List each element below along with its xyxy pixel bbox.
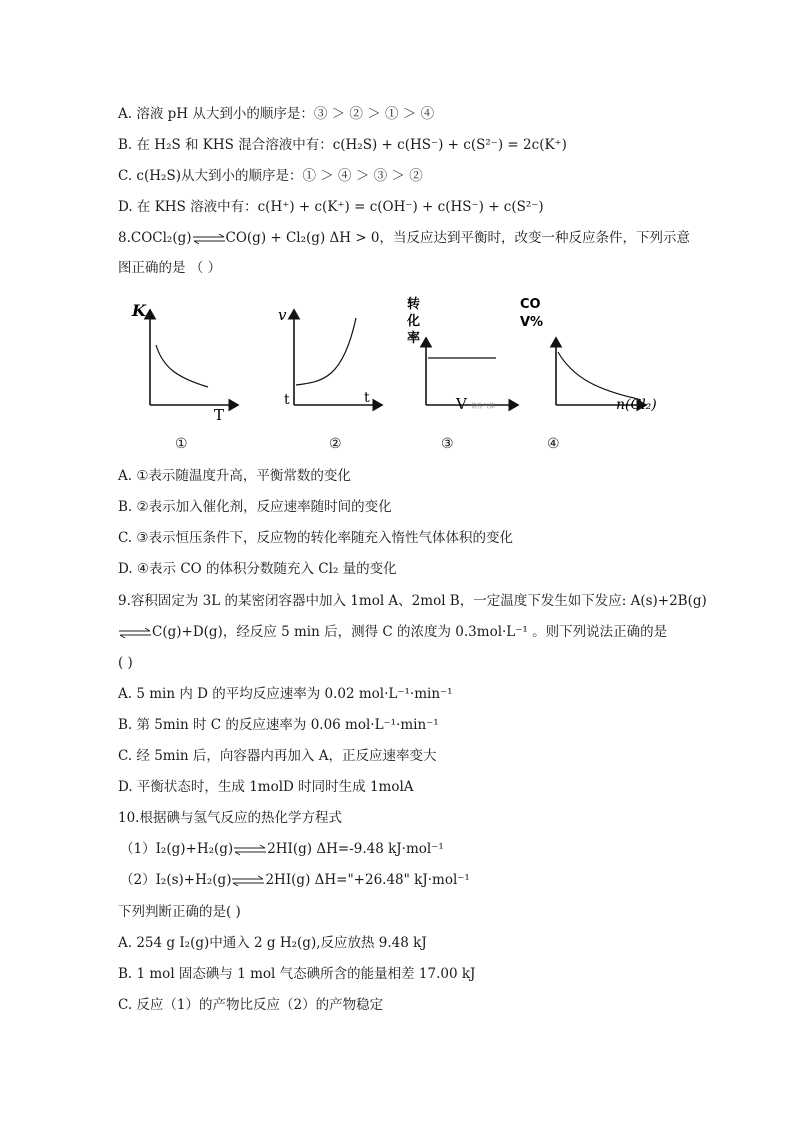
graph-4-x-label: n(Cl₂) [616,397,657,413]
q9-stem-line2 [118,622,667,642]
q9-option-a: A. 5 min 内 D 的平均反应速率为 0.02 mol·L⁻¹·min⁻¹ [118,686,453,702]
graph-3-y-label-2: 化 [407,314,421,329]
graph-3 [406,296,518,413]
q8-option-c: C. ③表示恒压条件下，反应物的转化率随充入惰性气体体积的变化 [118,530,514,546]
q8-option-b: B. ②表示加入催化剂，反应速率随时间的变化 [118,499,392,515]
q8-stem-line2: 图正确的是 （ ） [118,260,222,276]
equilibrium-arrow-icon [192,233,226,245]
graph-3-y-label-1: 转 [407,297,421,312]
graph-4-curve [558,352,638,399]
q8-option-d: D. ④表示 CO 的体积分数随充入 Cl₂ 量的变化 [118,561,397,577]
graph-1-curve [156,345,208,387]
q9-option-c: C. 经 5min 后，向容器内再加入 A，正反应速率变大 [118,748,437,764]
graph-4-y-label-2: V% [520,315,544,330]
graph-3-y-label-3: 率 [407,331,421,346]
graph-4-y-label-1: CO [520,297,541,312]
q7-option-d: D. 在 KHS 溶液中有：c(H⁺) + c(K⁺) = c(OH⁻) + c(HS⁻) + c(S²⁻) [118,199,544,215]
q10-stem: 10.根据碘与氢气反应的热化学方程式 [118,810,342,826]
graph-2-curve [296,318,356,385]
q9-stem-line2-text: C(g)+D(g)，经反应 5 min 后，测得 C 的浓度为 0.3mol·L⁻¹ 。则下列说法正确的是 [152,624,668,640]
q10-eq2-left: （2）I₂(s)+H₂(g) [120,872,232,888]
graph-3-x-note: 惰性气体 [471,403,496,410]
graph-3-x-label: V [456,395,467,413]
q8-stem-part2: CO(g) + Cl₂(g) ΔH > 0，当反应达到平衡时，改变一种反应条件，下列示意 [225,230,691,246]
q7-option-a: A. 溶液 pH 从大到小的顺序是：③ ＞ ② ＞ ① ＞ ④ [118,106,435,122]
q9-option-d: D. 平衡状态时，生成 1molD 时同时生成 1molA [118,779,414,795]
graph-2-y-label: v [278,306,287,324]
q8-stem [118,228,690,248]
q10-eq2-right: 2HI(g) ΔH="+26.48" kJ·mol⁻¹ [265,872,470,888]
graph-1-x-label: T [214,406,225,424]
graph-2-x-label: t [364,390,370,406]
graph-1-y-label: K [132,301,146,320]
q8-option-a: A. ①表示随温度升高，平衡常数的变化 [118,468,351,484]
graph-1-number: ① [175,436,188,452]
q10-option-c: C. 反应（1）的产物比反应（2）的产物稳定 [118,997,384,1013]
q10-eq1-left: （1）I₂(g)+H₂(g) [120,841,234,857]
q8-figure [118,290,678,460]
graph-2 [278,306,382,408]
q7-option-c: C. c(H₂S)从大到小的顺序是：① ＞ ④ ＞ ③ ＞ ② [118,168,423,184]
q8-stem-part1: 8.COCl₂(g) [118,230,192,246]
q9-stem-line1: 9.容积固定为 3L 的某密闭容器中加入 1mol A、2mol B，一定温度下发生如下发应: A(s)+2B(g) [118,593,707,609]
graph-4 [520,297,657,413]
graph-2-origin-label: t [284,392,290,408]
q10-option-a: A. 254 g I₂(g)中通入 2 g H₂(g),反应放热 9.48 kJ [118,935,427,951]
graph-2-number: ② [329,436,342,452]
graph-4-number: ④ [547,436,560,452]
equilibrium-arrow-icon [231,875,265,887]
equilibrium-arrow-icon [233,844,267,856]
q8-graphs-svg [118,290,678,430]
q9-option-b: B. 第 5min 时 C 的反应速率为 0.06 mol·L⁻¹·min⁻¹ [118,717,439,733]
q9-stem-line3: ( ) [118,655,133,671]
q10-ask: 下列判断正确的是( ) [118,904,241,920]
q10-option-b: B. 1 mol 固态碘与 1 mol 气态碘所含的能量相差 17.00 kJ [118,966,476,982]
equilibrium-arrow-icon [118,627,152,639]
q7-option-b: B. 在 H₂S 和 KHS 混合溶液中有：c(H₂S) + c(HS⁻) + c(S²⁻) = 2c(K⁺) [118,137,567,153]
graph-3-number: ③ [441,436,454,452]
q10-equation-1 [120,839,444,859]
q10-eq1-right: 2HI(g) ΔH=-9.48 kJ·mol⁻¹ [267,841,444,857]
graph-1 [131,301,238,424]
q10-equation-2 [120,870,470,890]
